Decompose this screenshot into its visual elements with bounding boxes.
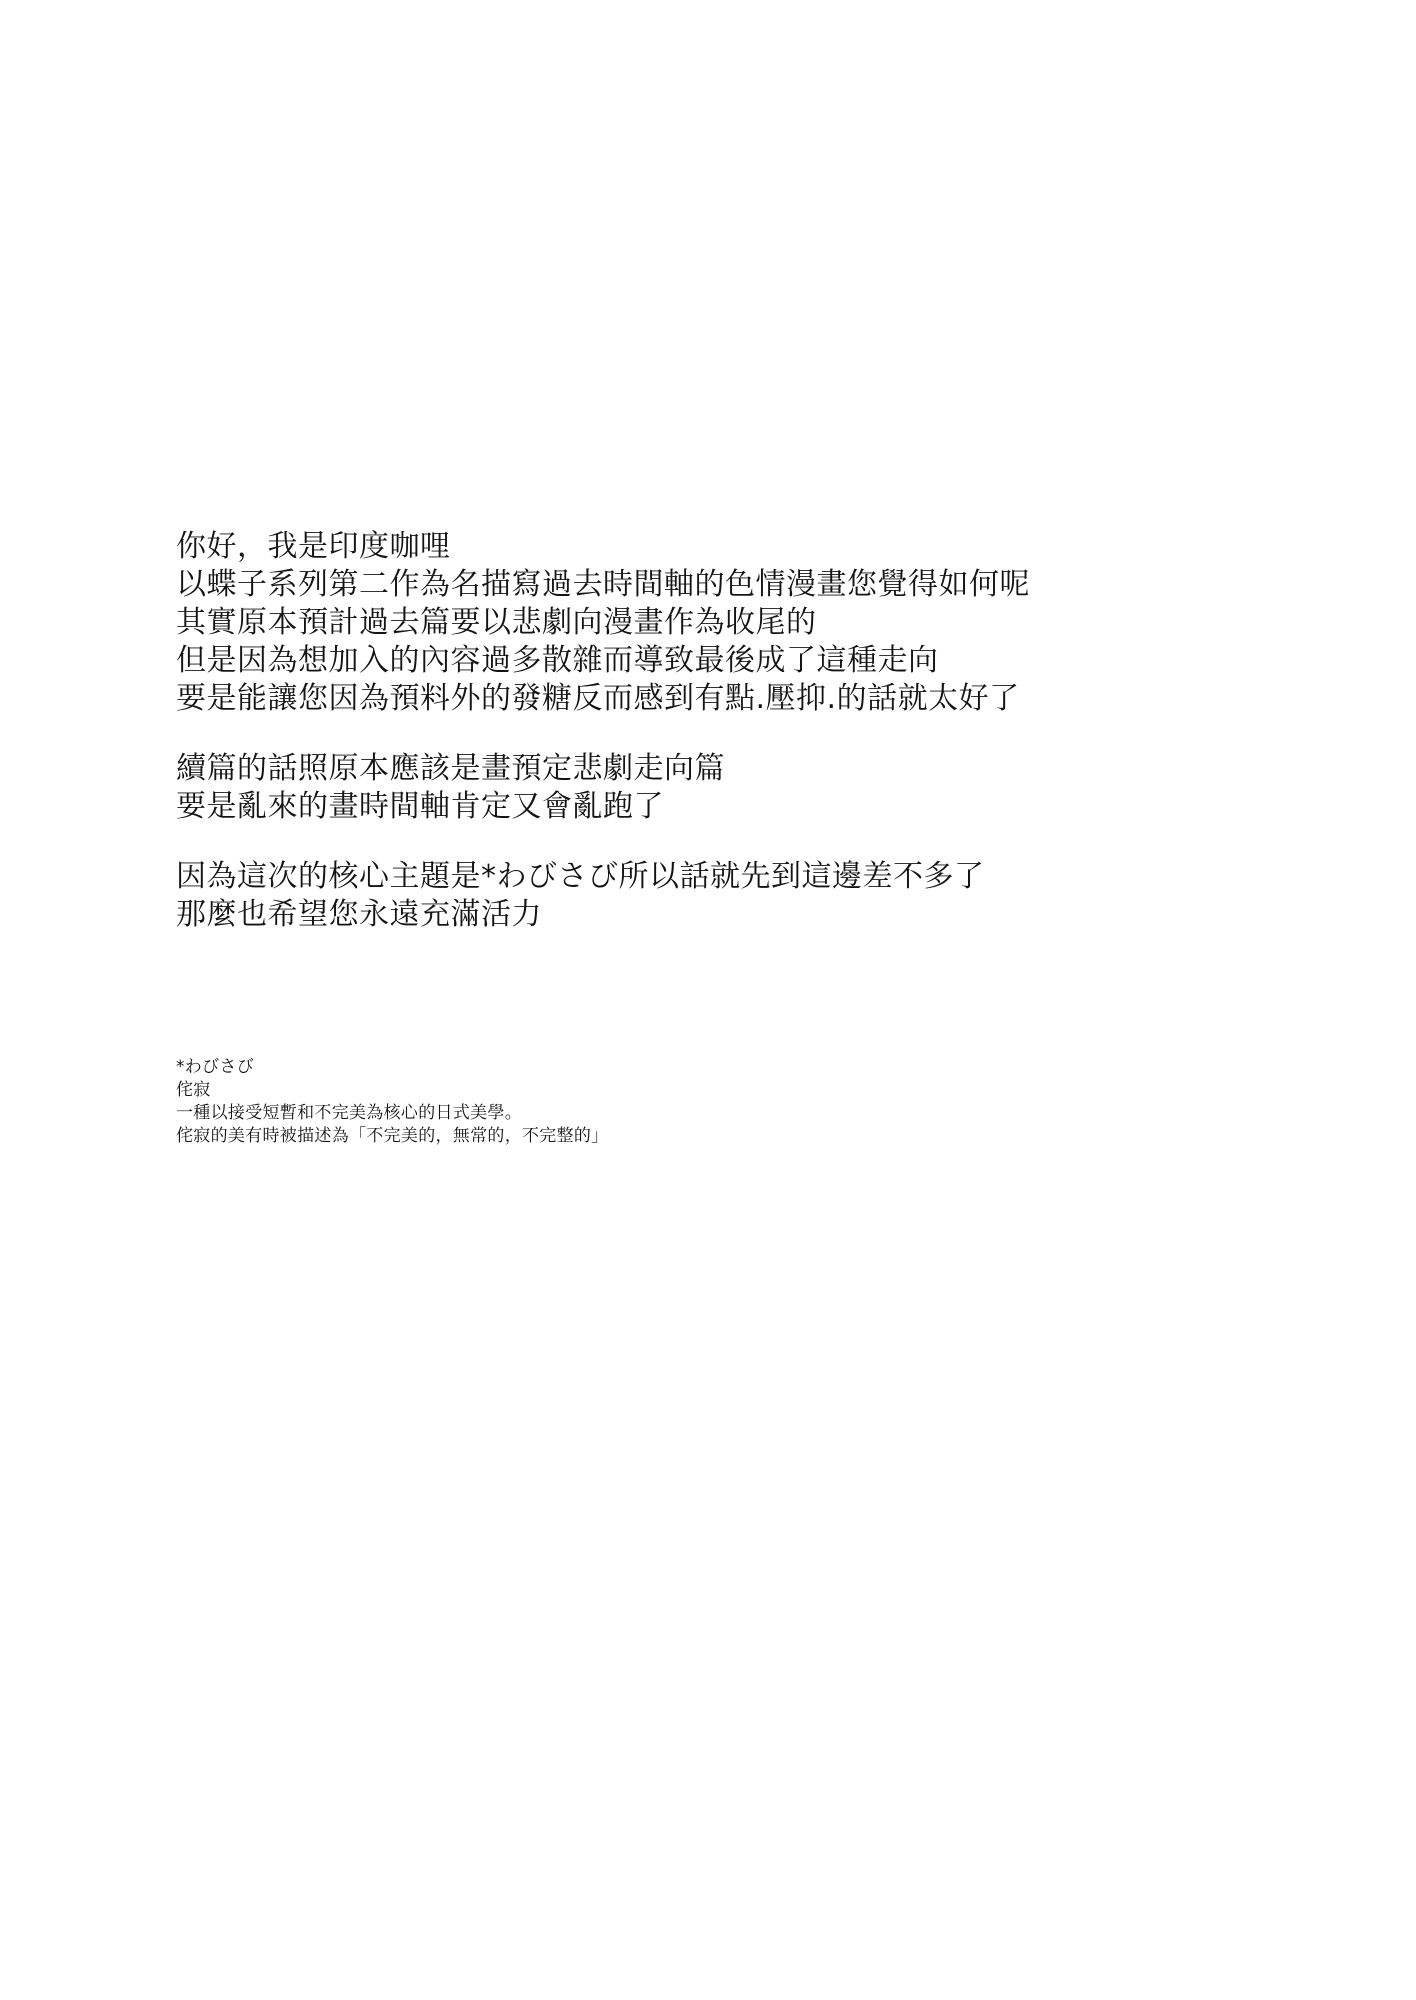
footnote-term-kanji: 侘寂	[176, 1080, 211, 1100]
afterword-text-block	[176, 528, 1296, 934]
afterword-line: 你好，我是印度咖哩	[176, 529, 451, 564]
afterword-paragraph-1	[176, 528, 1296, 718]
footnote-definition-line: 侘寂的美有時被描述為「不完美的，無常的，不完整的」	[176, 1126, 609, 1146]
afterword-line: 要是能讓您因為預料外的發糖反而感到有點.壓抑.的話就太好了	[176, 681, 1020, 716]
afterword-paragraph-3	[176, 858, 1296, 934]
afterword-line: 因為這次的核心主題是*わびさび所以話就先到這邊差不多了	[176, 859, 985, 894]
afterword-line: 要是亂來的畫時間軸肯定又會亂跑了	[176, 789, 664, 824]
footnote-block	[176, 1056, 1076, 1148]
afterword-line: 以蝶子系列第二作為名描寫過去時間軸的色情漫畫您覺得如何呢	[176, 567, 1030, 602]
footnote-term: *わびさび	[176, 1057, 254, 1077]
footnote-definition-line: 一種以接受短暫和不完美為核心的日式美學。	[176, 1103, 522, 1123]
afterword-line: 但是因為想加入的內容過多散雜而導致最後成了這種走向	[176, 643, 939, 678]
afterword-paragraph-2	[176, 750, 1296, 826]
afterword-line: 那麼也希望您永遠充滿活力	[176, 897, 542, 932]
afterword-line: 其實原本預計過去篇要以悲劇向漫畫作為收尾的	[176, 605, 817, 640]
afterword-line: 續篇的話照原本應該是畫預定悲劇走向篇	[176, 751, 725, 786]
